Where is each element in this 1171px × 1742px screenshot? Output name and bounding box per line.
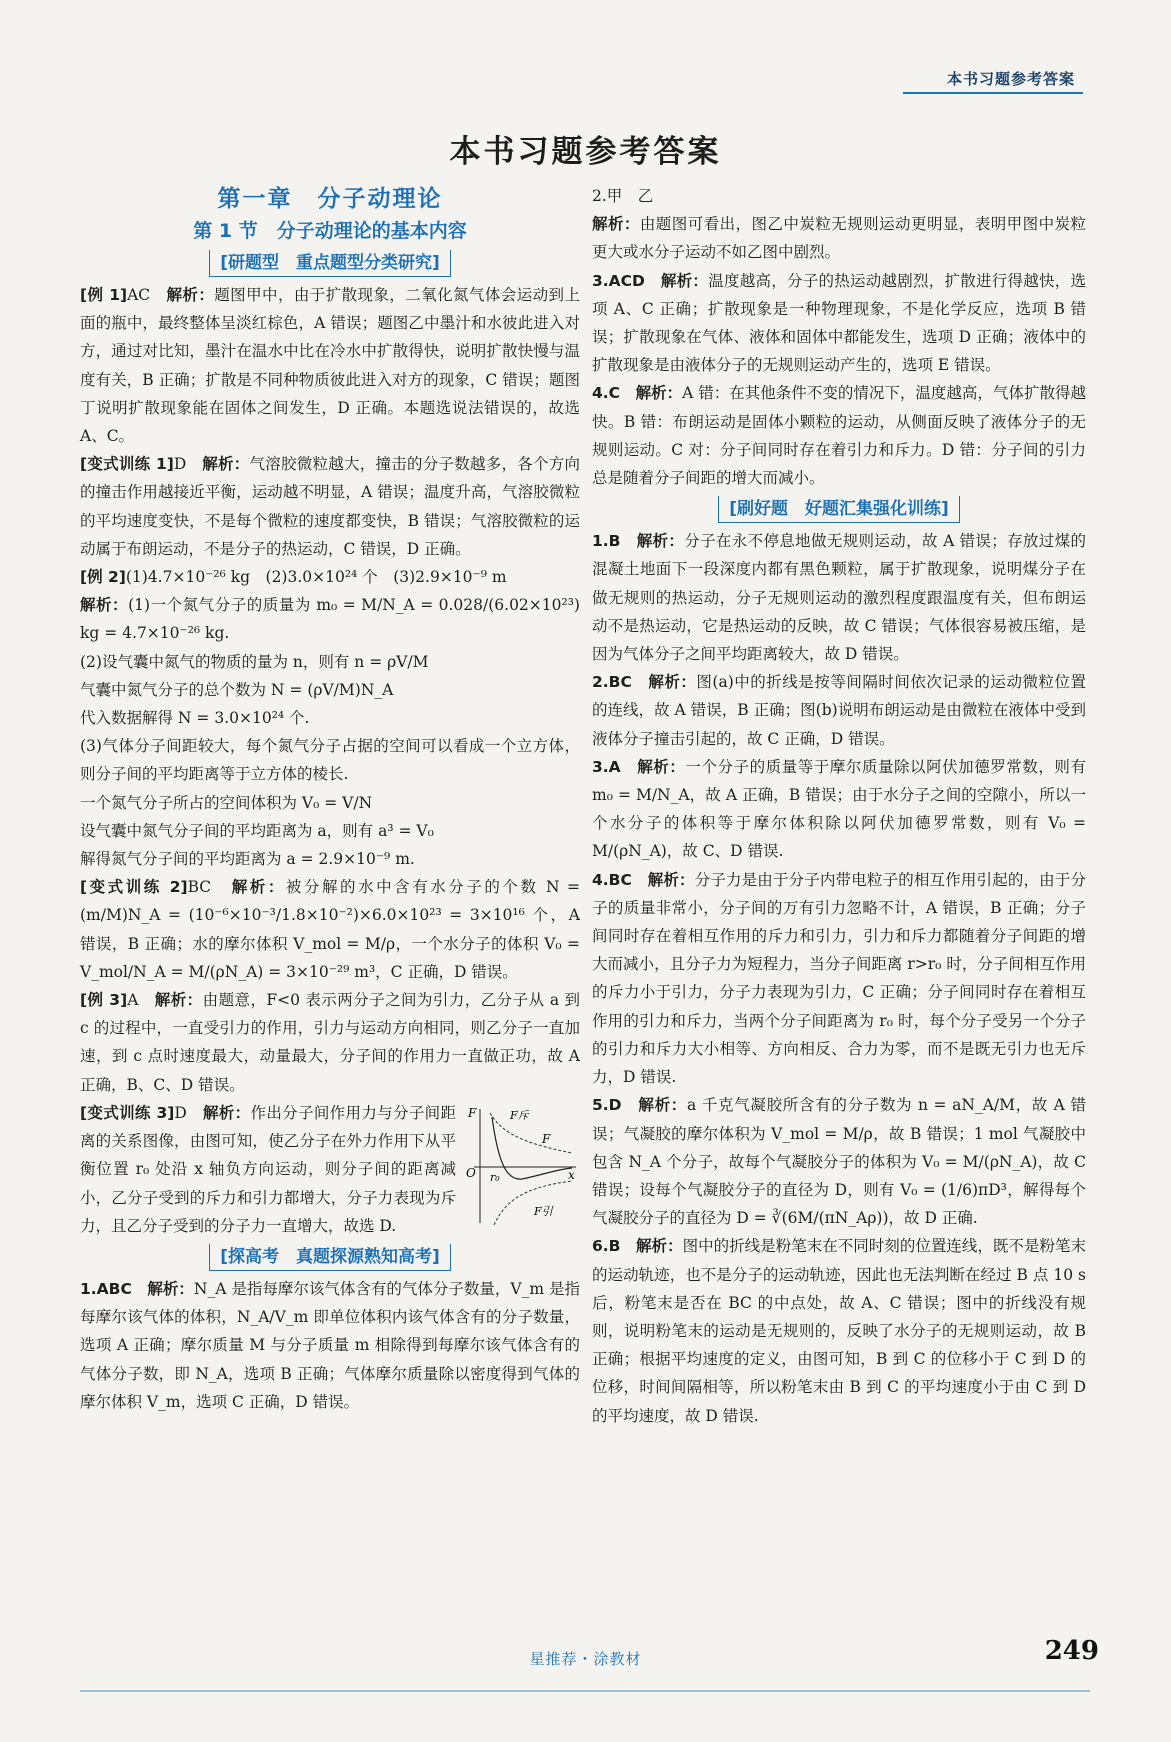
answer-ex2: [例 2](1)4.7×10⁻²⁶ kg (2)3.0×10²⁴ 个 (3)2.9×10⁻⁹ m <box>80 568 507 587</box>
answer-ex2-line3: 气囊中氮气分子的总个数为 N = (ρV/M)N_A <box>80 680 394 699</box>
r0-label: r₀ <box>490 1170 500 1184</box>
origin-label: O <box>466 1165 476 1180</box>
answer-h3: 3.A 解析：一个分子的质量等于摩尔质量除以阿伏加德罗常数，则有 m₀ = M/N_A，故 A 正确，B 错误；由于水分子之间的空隙小，所以一个水分子的体积等于摩尔体积除以阿伏加德罗常数，则有 V₀ = M/(ρN_A)，故 C、D 错误. <box>592 757 1086 861</box>
repulsion-label: F斥 <box>510 1108 529 1122</box>
answer-ex2-line5: (3)气体分子间距较大，每个氮气分子占据的空间可以看成一个立方体，则分子间的平均距离等于立方体的棱长. <box>80 737 580 784</box>
right-column <box>592 182 1086 1430</box>
answer-ex2-line4: 代入数据解得 N = 3.0×10²⁴ 个. <box>80 709 310 728</box>
answer-ex1: [例 1]AC 解析：题图甲中，由于扩散现象，二氧化氮气体会运动到上面的瓶中，最终整体呈淡红棕色，A 错误；题图乙中墨汁和水彼此进入对方，通过对比知，墨汁在温水中比在冷水中扩散得快，说明扩散快慢与温度有关，B 正确；扩散是不同种物质彼此进入对方的现象，C 错误；题图丁说明扩散现象能在固体之间发生，D 正确。本题选说法错误的，故选 A、C。 <box>80 286 580 446</box>
answer-h6: 6.B 解析：图中的折线是粉笔末在不同时刻的位置连线，既不是粉笔末的运动轨迹，也不是分子的运动轨迹，因此也无法判断在经过 B 点 10 s 后，粉笔末是否在 BC 的中点处，故 A、C 错误；图中的折线没有规则，说明粉笔末的运动是无规则的，反映了水分子的无规则运动，故 B 正确；根据平均速度的定义，由图可知，B 到 C 的位移小于 C 到 D 的位移，时间间隔相等，所以粉笔末由 B 到 C 的平均速度小于由 C 到 D 的平均速度，故 D 错误. <box>592 1237 1086 1425</box>
answer-g1: 1.ABC 解析：N_A 是指每摩尔该气体含有的气体分子数量，V_m 是指每摩尔该气体的体积，N_A/V_m 即单位体积内该气体含有的分子数量，选项 A 正确；摩尔质量 M 与分子质量 m 相除得到每摩尔该气体含有的气体分子数，即 N_A，选项 B 正确；气体摩尔质量除以密度得到气体的摩尔体积 V_m，选项 C 正确，D 错误。 <box>80 1279 580 1411</box>
answer-g4: 4.C 解析：A 错：在其他条件不变的情况下，温度越高，气体扩散得越快。B 错：布朗运动是固体小颗粒的运动，从侧面反映了液体分子的无规则运动。C 对：分子间同时存在着引力和斥力。D 错：分子间的引力总是随着分子间距的增大而减小。 <box>592 384 1086 488</box>
net-force-label: F <box>542 1131 551 1146</box>
section-title: 第 1 节 分子动理论的基本内容 <box>193 220 467 242</box>
force-distance-figure <box>462 1103 580 1231</box>
answer-g2-head: 2.甲 乙 <box>592 187 654 205</box>
footer-brand: 星推荐・涂教材 <box>529 1650 642 1668</box>
chapter-title: 第一章 分子动理论 <box>217 186 443 212</box>
answer-ex2-line2: (2)设气囊中氮气的物质的量为 n，则有 n = ρV/M <box>80 652 429 671</box>
y-axis-label: F <box>468 1105 477 1120</box>
running-header: 本书习题参考答案 <box>946 70 1075 88</box>
net-force-curve <box>492 1117 572 1179</box>
answer-h4: 4.BC 解析：分子力是由于分子内带电粒子的相互作用引起的，由于分子的质量非常小，分子间的万有引力忽略不计，A 错误，B 正确；分子间同时存在着相互作用的斥力和引力，引力和斥力都随着分子间距的增大而减小，且分子力为短程力，当分子间距离 r>r₀ 时，分子间相互作用的斥力小于引力，分子力表现为引力，C 正确；分子间同时存在着相互作用的引力和斥力，当两个分子间距离为 r₀ 时，每个分子受另一个分子的引力和斥力大小相等、方向相反、合力为零，而不是既无引力也无斥力，D 错误. <box>592 870 1086 1087</box>
attraction-curve <box>494 1181 572 1225</box>
repulsion-curve <box>490 1113 572 1153</box>
answer-ex2-solution: 解析：(1)一个氮气分子的质量为 m₀ = M/N_A = 0.028/(6.02×10²³) kg = 4.7×10⁻²⁶ kg. <box>80 596 580 643</box>
section-head-tangaokao: [探高考 真题探源熟知高考] <box>209 1244 451 1271</box>
page-number: 249 <box>1044 1636 1099 1666</box>
footer-divider <box>80 1690 1090 1692</box>
answer-h5: 5.D 解析：a 千克气凝胶所含有的分子数为 n = aN_A/M，故 A 错误；气凝胶的摩尔体积为 V_mol = M/ρ，故 B 错误；1 mol 气凝胶中包含 N_A 个分子，故每个气凝胶分子的体积为 V₀ = M/(ρN_A)，故 C 错误；设每个气凝胶分子的直径为 D，则有 V₀ = (1/6)πD³，解得每个气凝胶分子的直径为 D = ∛(6M/(πN_Aρ))，故 D 正确. <box>592 1096 1086 1228</box>
page-title: 本书习题参考答案 <box>449 134 722 170</box>
left-column <box>80 182 580 1416</box>
answer-ex2-line8: 解得氮气分子间的平均距离为 a = 2.9×10⁻⁹ m. <box>80 850 415 869</box>
answer-ex2-line6: 一个氮气分子所占的空间体积为 V₀ = V/N <box>80 793 373 812</box>
answer-g3: 3.ACD 解析：温度越高，分子的热运动越剧烈，扩散进行得越快，选项 A、C 正确；扩散现象是一种物理现象，不是化学反应，选项 B 错误；扩散现象在气体、液体和固体中都能发生，选项 D 正确；液体中的扩散现象是由液体分子的无规则运动产生的，选项 E 错误。 <box>592 271 1086 375</box>
answer-g2: 解析：由题图可看出，图乙中炭粒无规则运动更明显，表明甲图中炭粒更大或水分子运动不如乙图中剧烈。 <box>592 215 1086 262</box>
answer-v2: [变式训练 2]BC 解析：被分解的水中含有水分子的个数 N = (m/M)N_A = (10⁻⁶×10⁻³/1.8×10⁻²)×6.0×10²³ = 3×10¹⁶ 个，A 错误，B 正确；水的摩尔体积 V_mol = M/ρ，一个水分子的体积 V₀ = V_mol/N_A = M/(ρN_A) = 3×10⁻²⁹ m³，C 正确，D 错误。 <box>80 878 580 981</box>
answer-v3: [变式训练 3]D 解析：作出分子间作用力与分子间距离的关系图像，由图可知，使乙分子在外力作用下从平衡位置 r₀ 处沿 x 轴负方向运动，则分子间的距离减小，乙分子受到的斥力和引力都增大，分子力表现为斥力，且乙分子受到的分子力一直增大，故选 D. <box>80 1103 456 1235</box>
answer-v1: [变式训练 1]D 解析：气溶胶微粒越大，撞击的分子数越多，各个方向的撞击作用越接近平衡，运动越不明显，A 错误；温度升高，气溶胶微粒的平均速度变快，不是每个微粒的速度都变快，B 错误；气溶胶微粒的运动属于布朗运动，不是分子的热运动，C 错误，D 正确。 <box>80 455 580 558</box>
x-axis-label: x <box>568 1167 575 1182</box>
attraction-label: F引 <box>534 1204 553 1218</box>
section-head-shuahaoti: [刷好题 好题汇集强化训练] <box>718 496 960 523</box>
section-head-yantixing: [研题型 重点题型分类研究] <box>209 250 451 277</box>
answer-ex3: [例 3]A 解析：由题意，F<0 表示两分子之间为引力，乙分子从 a 到 c 的过程中，一直受引力的作用，引力与运动方向相同，则乙分子一直加速，到 c 点时速度最大，动量最大，分子间的作用力一直做正功，故 A 正确，B、C、D 错误。 <box>80 991 580 1094</box>
answer-ex2-line7: 设气囊中氮气分子间的平均距离为 a，则有 a³ = V₀ <box>80 821 434 840</box>
answer-h1: 1.B 解析：分子在永不停息地做无规则运动，故 A 错误；存放过煤的混凝土地面下一段深度内都有黑色颗粒，属于扩散现象，说明煤分子在做无规则的热运动，分子无规则运动的激烈程度跟温度有关，但布朗运动不是热运动，它是热运动的反映，故 C 错误；气体很容易被压缩，是因为气体分子之间平均距离较大，故 D 错误。 <box>592 532 1086 664</box>
answer-h2: 2.BC 解析：图(a)中的折线是按等间隔时间依次记录的运动微粒位置的连线，故 A 错误，B 正确；图(b)说明布朗运动是由微粒在液体中受到液体分子撞击引起的，故 C 正确，D 错误。 <box>592 673 1086 748</box>
